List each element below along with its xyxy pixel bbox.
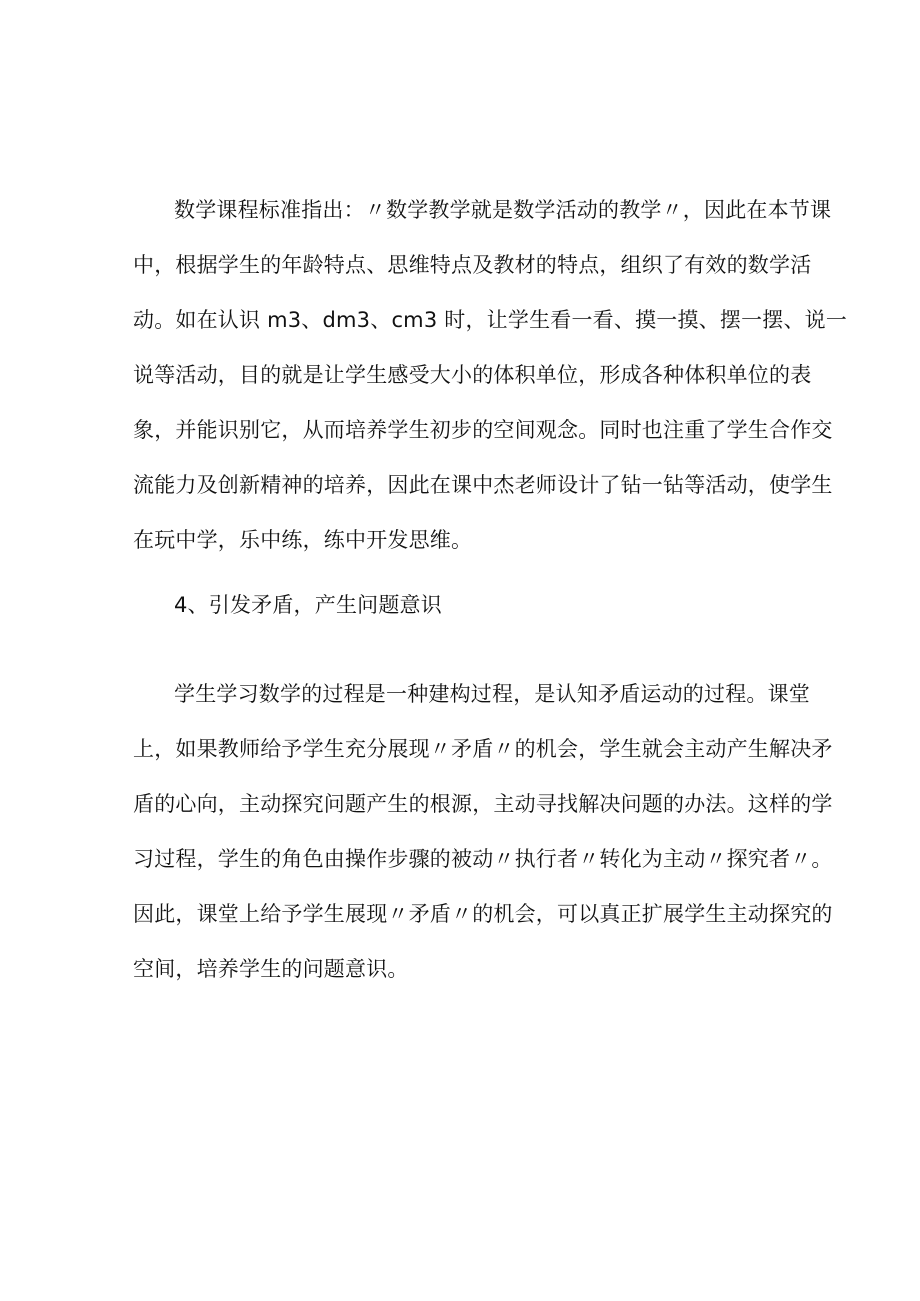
paragraph-1-line-6: 流能力及创新精神的培养，因此在课中杰老师设计了钻一钻等活动，使学生 xyxy=(133,473,833,497)
paragraph-1-line-7: 在玩中学，乐中练，练中开发思维。 xyxy=(133,528,473,552)
paragraph-2-line-2: 上，如果教师给予学生充分展现〃矛盾〃的机会，学生就会主动产生解决矛 xyxy=(133,737,833,761)
paragraph-1-line-4: 说等活动，目的就是让学生感受大小的体积单位，形成各种体积单位的表 xyxy=(133,363,812,387)
paragraph-2-line-4: 习过程，学生的角色由操作步骤的被动〃执行者〃转化为主动〃探究者〃。 xyxy=(133,847,833,871)
paragraph-2-line-3: 盾的心向，主动探究问题产生的根源，主动寻找解决问题的办法。这样的学 xyxy=(133,792,833,816)
paragraph-1-line-5: 象，并能识别它，从而培养学生初步的空间观念。同时也注重了学生合作交 xyxy=(133,418,833,442)
section-heading-4: 4、引发矛盾，产生问题意识 xyxy=(174,593,442,617)
paragraph-1-line-3: 动。如在认识 m3、dm3、cm3 时，让学生看一看、摸一摸、摆一摆、说一 xyxy=(133,308,848,332)
paragraph-1-line-1: 数学课程标准指出：〃数学教学就是数学活动的教学〃，因此在本节课 xyxy=(174,198,832,222)
paragraph-1-line-2: 中，根据学生的年龄特点、思维特点及教材的特点，组织了有效的数学活 xyxy=(133,253,812,277)
paragraph-2-line-5: 因此，课堂上给予学生展现〃矛盾〃的机会，可以真正扩展学生主动探究的 xyxy=(133,902,833,926)
paragraph-2-line-1: 学生学习数学的过程是一种建构过程，是认知矛盾运动的过程。课堂 xyxy=(174,682,810,706)
paragraph-2-line-6: 空间，培养学生的问题意识。 xyxy=(133,957,409,981)
